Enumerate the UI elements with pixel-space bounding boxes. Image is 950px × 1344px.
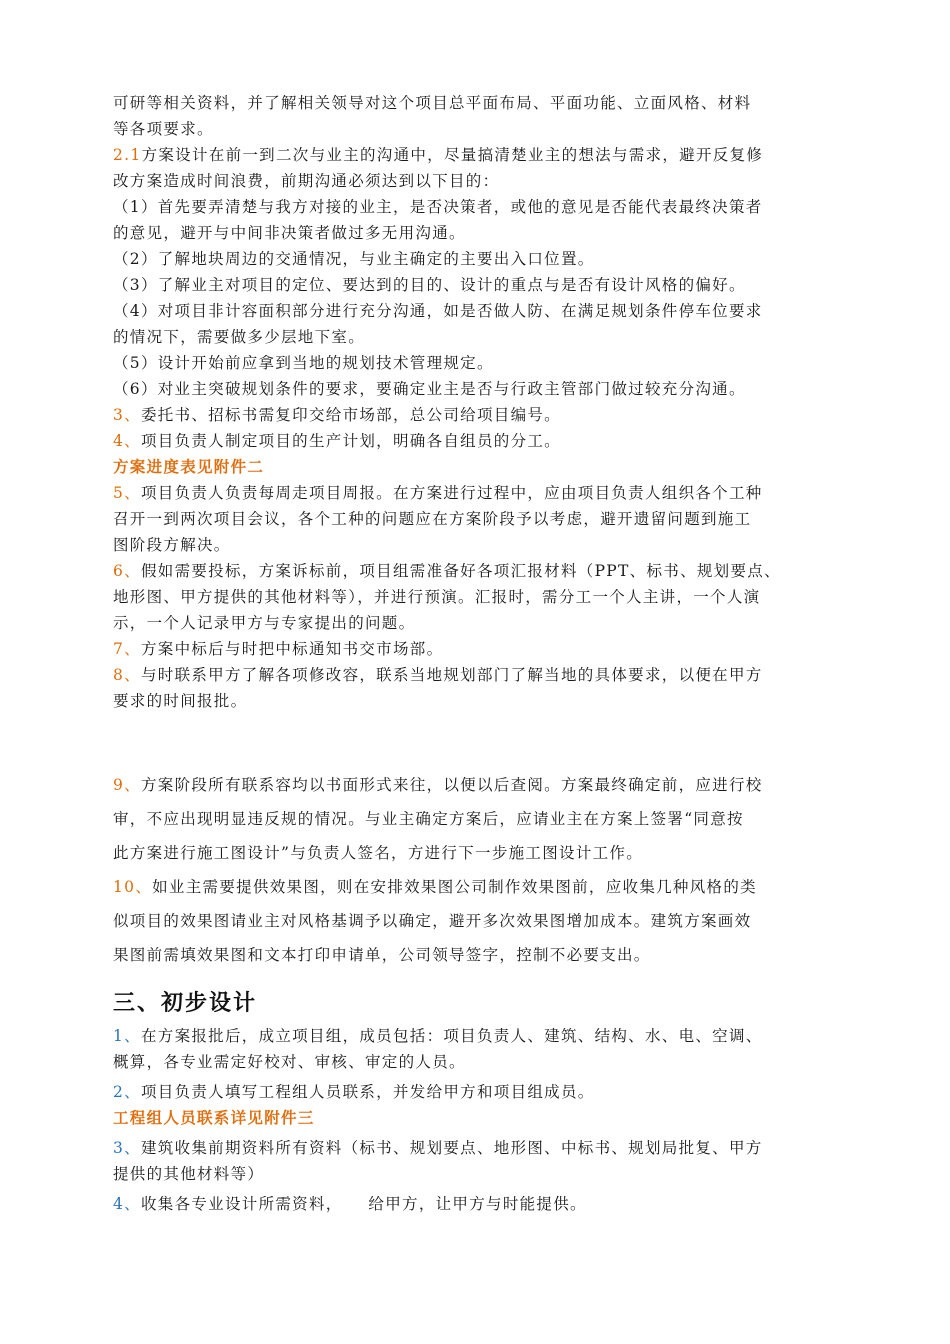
item-continuation: 似项目的效果图请业主对风格基调予以确定，避开多次效果图增加成本。建筑方案画效: [113, 912, 752, 930]
item-text: 与时联系甲方了解各项修改容，联系当地规划部门了解当地的具体要求，以便在甲方: [140, 666, 763, 684]
paragraph-line: 等各项要求。: [113, 120, 214, 138]
list-item: （6）对业主突破规划条件的要求，要确定业主是否与行政主管部门做过较充分沟通。: [113, 380, 746, 398]
item-number: 4、: [113, 1195, 141, 1213]
item-number: 2.1: [113, 146, 142, 164]
item-continuation: 地形图、甲方提供的其他材料等），并进行预演。汇报时，需分工一个人主讲，一个人演: [113, 588, 761, 606]
item-continuation: 要求的时间报批。: [113, 692, 248, 710]
item-continuation: 图阶段方解决。: [113, 536, 231, 554]
item-continuation: 示，一个人记录甲方与专家提出的问题。: [113, 614, 416, 632]
item-continuation: 召开一到两次项目会议，各个工种的问题应在方案阶段予以考虑，避开遗留问题到施工: [113, 510, 752, 528]
list-item: （3）了解业主对项目的定位、要达到的目的、设计的重点与是否有设计风格的偏好。: [113, 276, 746, 294]
item-number: 10、: [113, 878, 153, 896]
list-item-continuation: 的意见，避开与中间非决策者做过多无用沟通。: [113, 224, 466, 242]
list-item: （5）设计开始前应拿到当地的规划技术管理规定。: [113, 354, 494, 372]
item-continuation: 提供的其他材料等）: [113, 1165, 265, 1183]
numbered-item-3: [113, 1135, 863, 1161]
item-number: 8、: [113, 666, 141, 684]
list-item-continuation: 的情况下，需要做多少层地下室。: [113, 328, 366, 346]
numbered-item-7: [113, 636, 863, 662]
numbered-item-9: [113, 768, 863, 802]
item-text: 项目负责人填写工程组人员联系，并发给甲方和项目组成员。: [140, 1083, 595, 1101]
section-preliminary-design: [113, 1023, 863, 1217]
item-text: 项目负责人负责每周走项目周报。在方案进行过程中，应由项目负责人组织各个工种: [140, 484, 763, 502]
item-number: 7、: [113, 640, 141, 658]
list-item: （4）对项目非计容面积部分进行充分沟通，如是否做人防、在满足规划条件停车位要求: [113, 302, 763, 320]
item-number: 5、: [113, 484, 141, 502]
numbered-item-6: [113, 558, 863, 584]
item-text: 委托书、招标书需复印交给市场部，总公司给项目编号。: [140, 406, 561, 424]
item-text: 如业主需要提供效果图，则在安排效果图公司制作效果图前，应收集几种风格的类: [152, 878, 757, 896]
paragraph-line: 改方案造成时间浪费，前期沟通必须达到以下目的：: [113, 172, 500, 190]
numbered-item-10: [113, 870, 863, 904]
item-text: 在方案报批后，成立项目组，成员包括：项目负责人、建筑、结构、水、电、空调、: [140, 1027, 763, 1045]
item-continuation: 此方案进行施工图设计”与负责人签名，方进行下一步施工图设计工作。: [113, 844, 644, 862]
numbered-item-4: [113, 428, 863, 454]
numbered-item-8: [113, 662, 863, 688]
paragraph-line: 可研等相关资料，并了解相关领导对这个项目总平面布局、平面功能、立面风格、材料: [113, 94, 752, 112]
numbered-item-3: [113, 402, 863, 428]
item-number: 4、: [113, 432, 141, 450]
item-text: 收集各专业设计所需资料， 给甲方，让甲方与时能提供。: [140, 1195, 587, 1213]
item-number: 9、: [113, 776, 141, 794]
subheading-contacts: 工程组人员联系详见附件三: [113, 1108, 315, 1127]
item-number: 1、: [113, 1027, 141, 1045]
list-item: （2）了解地块周边的交通情况，与业主确定的主要出入口位置。: [113, 250, 595, 268]
section-scheme-design: [113, 90, 863, 714]
item-text: 建筑收集前期资料所有资料（标书、规划要点、地形图、中标书、规划局批复、甲方: [140, 1139, 763, 1157]
list-item: （1）首先要弄清楚与我方对接的业主，是否决策者，或他的意见是否能代表最终决策者: [113, 198, 763, 216]
item-number: 3、: [113, 1139, 141, 1157]
paragraph-2-1: [113, 142, 863, 168]
item-text: 假如需要投标，方案诉标前，项目组需准备好各项汇报材料（PPT、标书、规划要点、: [140, 562, 781, 580]
item-text: 方案中标后与时把中标通知书交市场部。: [140, 640, 444, 658]
section-scheme-approval: [113, 768, 863, 972]
numbered-item-1: [113, 1023, 863, 1049]
paragraph-text: 方案设计在前一到二次与业主的沟通中，尽量搞清楚业主的想法与需求，避开反复修: [141, 146, 764, 164]
item-text: 项目负责人制定项目的生产计划，明确各自组员的分工。: [140, 432, 561, 450]
item-continuation: 审，不应出现明显违反规的情况。与业主确定方案后，应请业主在方案上签署“同意按: [113, 810, 744, 828]
numbered-item-5: [113, 480, 863, 506]
numbered-item-4: [113, 1191, 863, 1217]
section-heading: 三、初步设计: [113, 990, 258, 1016]
item-continuation: 概算，各专业需定好校对、审核、审定的人员。: [113, 1053, 466, 1071]
item-number: 6、: [113, 562, 141, 580]
item-continuation: 果图前需填效果图和文本打印申请单，公司领导签字，控制不必要支出。: [113, 946, 651, 964]
subheading-schedule: 方案进度表见附件二: [113, 457, 265, 476]
item-text: 方案阶段所有联系容均以书面形式来往，以便以后查阅。方案最终确定前，应进行校: [140, 776, 763, 794]
item-number: 2、: [113, 1083, 141, 1101]
numbered-item-2: [113, 1079, 863, 1105]
item-number: 3、: [113, 406, 141, 424]
